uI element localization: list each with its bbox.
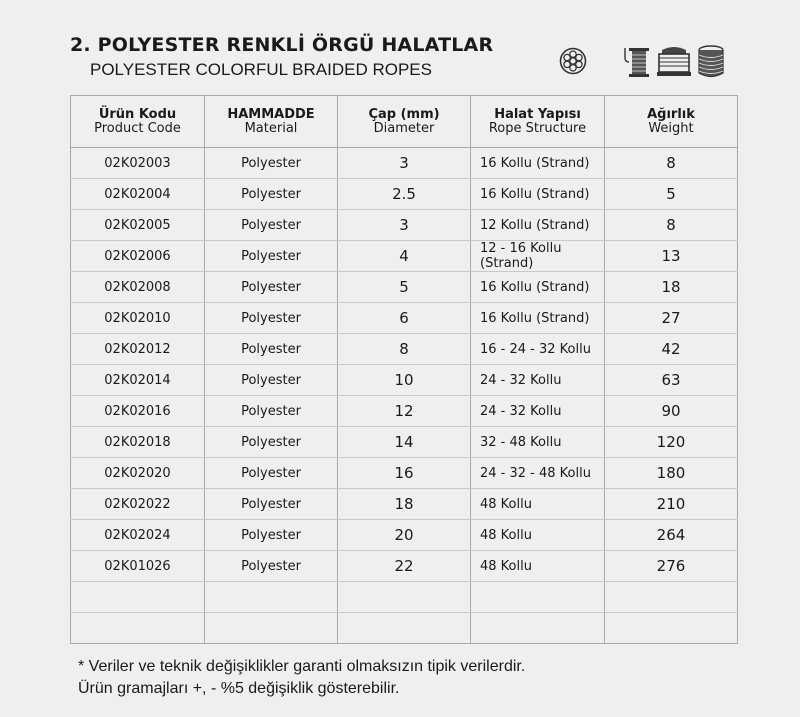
cell-rope-structure: 24 - 32 - 48 Kollu — [471, 458, 605, 489]
table-row — [71, 272, 738, 303]
cell-material: Polyester — [205, 303, 338, 334]
cell-rope-structure: 16 Kollu (Strand) — [471, 179, 605, 210]
table-header — [71, 96, 738, 148]
table-row — [71, 489, 738, 520]
cell-material: Polyester — [205, 551, 338, 582]
cell-weight: 13 — [605, 241, 738, 272]
cell-diameter: 18 — [338, 489, 471, 520]
cell-rope-structure: 12 - 16 Kollu (Strand) — [471, 241, 605, 272]
cell-material: Polyester — [205, 489, 338, 520]
cell-rope-structure: 12 Kollu (Strand) — [471, 210, 605, 241]
table-row-empty — [71, 613, 738, 644]
header-diameter: Çap (mm) Diameter — [338, 96, 471, 148]
cell-product-code: 02K02012 — [71, 334, 205, 365]
rope-cross-section-icon — [558, 46, 588, 76]
cell-product-code: 02K01026 — [71, 551, 205, 582]
table-row-empty — [71, 582, 738, 613]
cell-weight: 180 — [605, 458, 738, 489]
cell-weight: 8 — [605, 148, 738, 179]
cell-weight: 120 — [605, 427, 738, 458]
table-row — [71, 334, 738, 365]
cell-diameter: 10 — [338, 365, 471, 396]
cell-weight: 18 — [605, 272, 738, 303]
cell-product-code: 02K02006 — [71, 241, 205, 272]
table-body — [71, 148, 738, 644]
cell-rope-structure: 32 - 48 Kollu — [471, 427, 605, 458]
cell-material: Polyester — [205, 210, 338, 241]
cell-diameter: 4 — [338, 241, 471, 272]
icon-group — [556, 44, 726, 80]
cell-product-code: 02K02008 — [71, 272, 205, 303]
cell-product-code — [71, 613, 205, 644]
header-weight: Ağırlık Weight — [605, 96, 738, 148]
cell-product-code: 02K02018 — [71, 427, 205, 458]
cell-weight: 90 — [605, 396, 738, 427]
spool-icon — [622, 44, 652, 80]
cell-diameter: 16 — [338, 458, 471, 489]
table-row — [71, 365, 738, 396]
cell-product-code: 02K02003 — [71, 148, 205, 179]
table-row — [71, 520, 738, 551]
cell-product-code: 02K02010 — [71, 303, 205, 334]
cell-weight: 63 — [605, 365, 738, 396]
cell-rope-structure: 24 - 32 Kollu — [471, 396, 605, 427]
cell-weight: 8 — [605, 210, 738, 241]
cell-product-code: 02K02005 — [71, 210, 205, 241]
table-row — [71, 148, 738, 179]
cell-material: Polyester — [205, 396, 338, 427]
cell-material: Polyester — [205, 272, 338, 303]
cell-diameter — [338, 613, 471, 644]
table-row — [71, 241, 738, 272]
cell-weight: 276 — [605, 551, 738, 582]
cell-rope-structure: 48 Kollu — [471, 489, 605, 520]
cell-diameter — [338, 582, 471, 613]
cell-product-code: 02K02004 — [71, 179, 205, 210]
table-row — [71, 427, 738, 458]
cell-diameter: 2.5 — [338, 179, 471, 210]
cell-weight — [605, 582, 738, 613]
cell-weight: 42 — [605, 334, 738, 365]
cell-diameter: 3 — [338, 148, 471, 179]
cell-weight: 27 — [605, 303, 738, 334]
table-row — [71, 303, 738, 334]
table-row — [71, 179, 738, 210]
cell-product-code: 02K02020 — [71, 458, 205, 489]
cell-material: Polyester — [205, 520, 338, 551]
cell-material: Polyester — [205, 179, 338, 210]
cell-weight — [605, 613, 738, 644]
cell-material: Polyester — [205, 241, 338, 272]
cell-rope-structure: 16 Kollu (Strand) — [471, 148, 605, 179]
cell-rope-structure: 48 Kollu — [471, 551, 605, 582]
cell-weight: 5 — [605, 179, 738, 210]
page-subtitle: POLYESTER COLORFUL BRAIDED ROPES — [90, 60, 432, 79]
cell-rope-structure — [471, 613, 605, 644]
cell-material: Polyester — [205, 365, 338, 396]
footnote — [78, 656, 525, 700]
cell-diameter: 5 — [338, 272, 471, 303]
cell-diameter: 3 — [338, 210, 471, 241]
cell-diameter: 6 — [338, 303, 471, 334]
cell-rope-structure: 16 - 24 - 32 Kollu — [471, 334, 605, 365]
cell-material: Polyester — [205, 148, 338, 179]
table-row — [71, 210, 738, 241]
footnote-line: Ürün gramajları +, - %5 değişiklik gösterebilir. — [78, 680, 400, 697]
cell-rope-structure — [471, 582, 605, 613]
cell-rope-structure: 16 Kollu (Strand) — [471, 272, 605, 303]
cell-product-code — [71, 582, 205, 613]
cell-rope-structure: 24 - 32 Kollu — [471, 365, 605, 396]
cell-product-code: 02K02014 — [71, 365, 205, 396]
cell-diameter: 20 — [338, 520, 471, 551]
product-table — [70, 95, 738, 644]
cell-diameter: 14 — [338, 427, 471, 458]
cell-rope-structure: 16 Kollu (Strand) — [471, 303, 605, 334]
table-row — [71, 458, 738, 489]
header-product-code: Ürün Kodu Product Code — [71, 96, 205, 148]
cell-diameter: 22 — [338, 551, 471, 582]
cell-material: Polyester — [205, 334, 338, 365]
cell-product-code: 02K02022 — [71, 489, 205, 520]
cell-weight: 264 — [605, 520, 738, 551]
cell-material — [205, 613, 338, 644]
cell-diameter: 12 — [338, 396, 471, 427]
header-material: HAMMADDE Material — [205, 96, 338, 148]
table-row — [71, 396, 738, 427]
header-rope-structure: Halat Yapısı Rope Structure — [471, 96, 605, 148]
cell-weight: 210 — [605, 489, 738, 520]
cell-material: Polyester — [205, 458, 338, 489]
table-row — [71, 551, 738, 582]
coil-icon — [696, 44, 726, 80]
cell-material: Polyester — [205, 427, 338, 458]
cell-product-code: 02K02024 — [71, 520, 205, 551]
cell-rope-structure: 48 Kollu — [471, 520, 605, 551]
cell-material — [205, 582, 338, 613]
page-title: 2. POLYESTER RENKLİ ÖRGÜ HALATLAR — [70, 34, 494, 56]
footnote-line: * Veriler ve teknik değişiklikler garanti olmaksızın tipik verilerdir. — [78, 658, 526, 675]
cell-product-code: 02K02016 — [71, 396, 205, 427]
cell-diameter: 8 — [338, 334, 471, 365]
reel-icon — [656, 44, 692, 80]
